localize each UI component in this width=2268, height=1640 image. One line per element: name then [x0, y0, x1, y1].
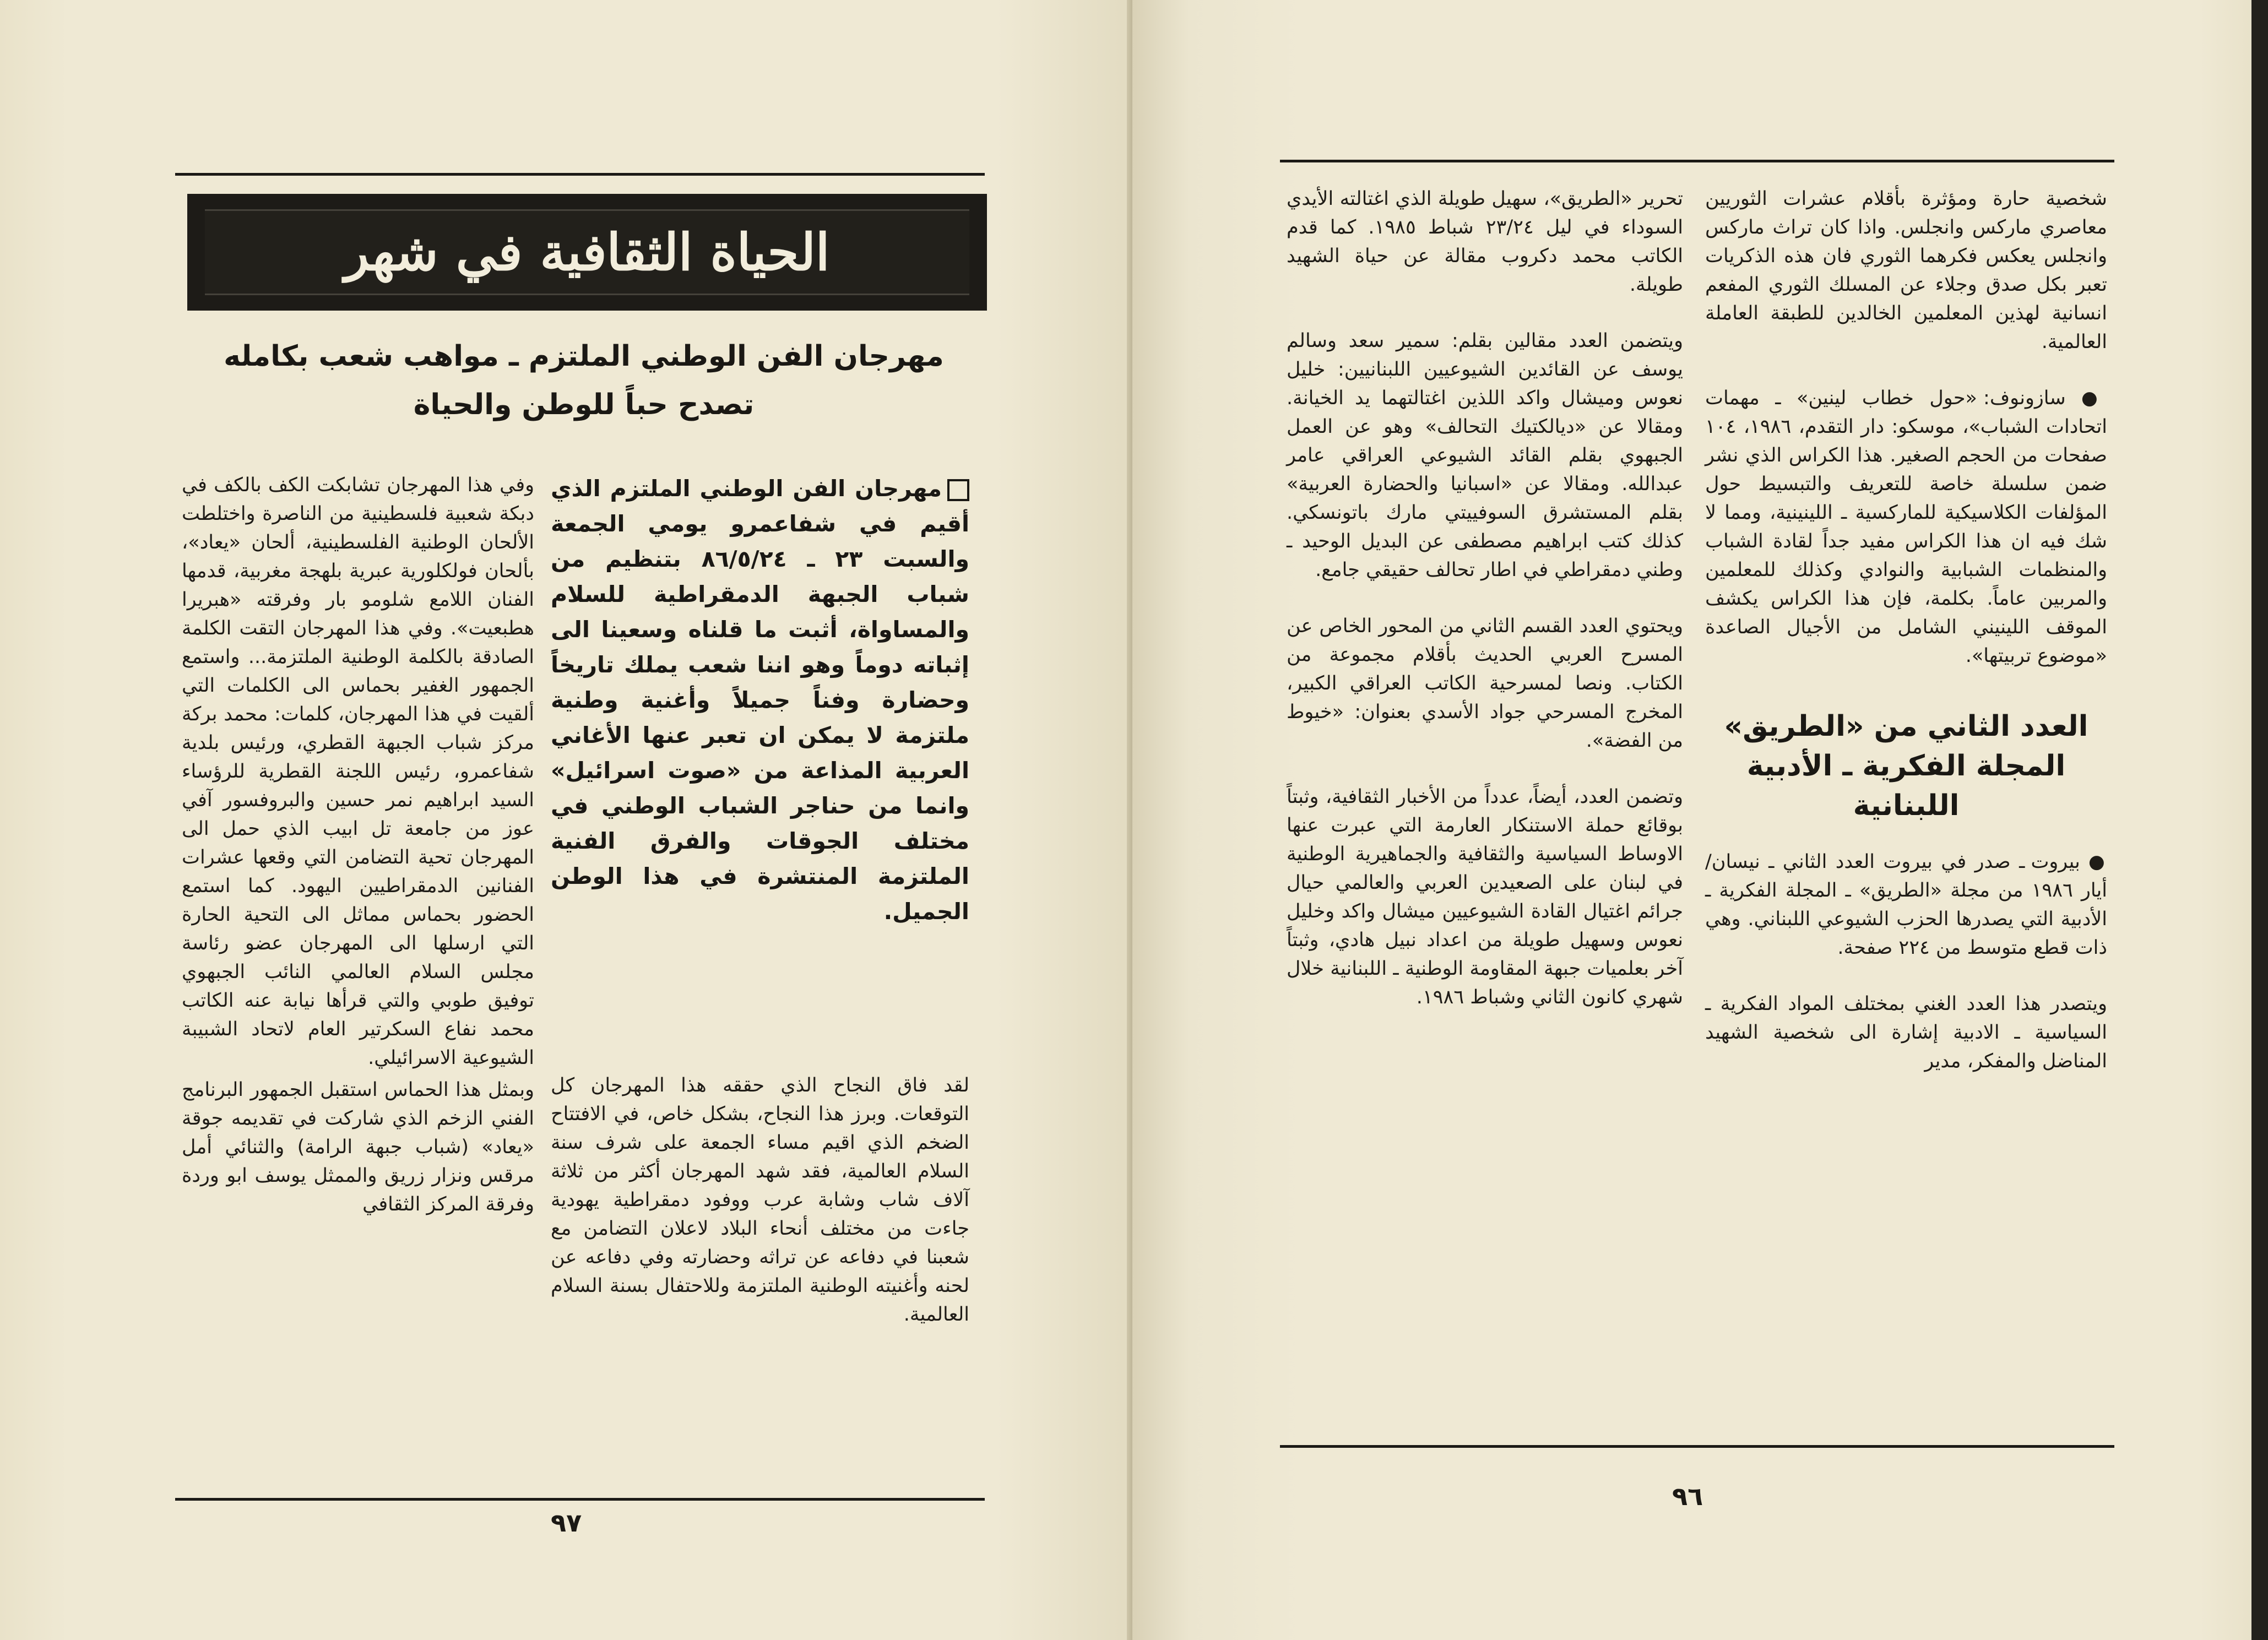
article-column-center [551, 1071, 969, 1332]
article-headline-line1: مهرجان الفن الوطني الملتزم ـ مواهب شعب بكامله [224, 340, 944, 373]
bottom-rule [1280, 1445, 2114, 1448]
review-paragraph: ● سازونوف: «حول خطاب لينين» ـ مهمات اتحادات الشباب»، موسكو: دار التقدم، ١٩٨٦، ١٠٤ صفحات من الحجم الصغير. هذا الكراس الذي نشر ضمن سلسلة خاصة للتعريف والتبسيط حول المؤلفات الكلاسيكية للماركسية ـ اللينينية، ومما لا شك فيه ان هذا الكراس مفيد جداً لقادة الشباب والمنظمات الشبابية والنوادي وكذلك للمعلمين والمربين عاماً. بكلمة، فإن هذا الكراس يكشف الموقف اللينيني الشامل من الأجيال الصاعدة «موضوع تربيتها». [1705, 387, 2107, 667]
article-column-left [182, 471, 534, 1222]
bottom-rule [175, 1498, 985, 1501]
paragraph: تحرير «الطريق»، سهيل طويلة الذي اغتالته الأيدي السوداء في ليل ٢٣/٢٤ شباط ١٩٨٥. كما قدم الكاتب محمد دكروب مقالة عن حياة الشهيد طويلة. [1287, 188, 1683, 296]
article-column-right [1705, 184, 2107, 1079]
paragraph: وفي هذا المهرجان تشابكت الكف بالكف في دبكة شعبية فلسطينية من الناصرة واختلطت الألحان الوطنية الفلسطينية، ألحان «يعاد»، بألحان فولكلورية عبرية بلهجة مغربية، قدمها الفنان اللامع شلومو بار وفرقته «هبريرا هطبعيت». وفي هذا المهرجان التقت الكلمة الصادقة بالكلمة الوطنية الملتزمة... واستمع الجمهور الغفير بحماس الى الكلمات التي ألقيت في هذا المهرجان، كلمات: محمد بركة مركز شباب الجبهة القطري، ورئيس بلدية شفاعمرو، رئيس اللجنة القطرية للرؤساء السيد ابراهيم نمر حسين والبروفسور آفي عوز من جامعة تل ابيب الذي حمل الى المهرجان تحية التضامن التي وقعها عشرات الفنانين الدمقراطيين اليهود. كما استمع الحضور بحماس مماثل الى التحية الحارة التي ارسلها الى المهرجان عضو رئاسة مجلس السلام العالمي النائب الجبهوي توفيق طوبي والتي قرأها نيابة عنه الكاتب محمد نفاع السكرتير العام لاتحاد الشبيبة الشيوعية الاسرائيلي. [182, 474, 534, 1069]
paragraph: شخصية حارة ومؤثرة بأقلام عشرات الثوريين معاصري ماركس وانجلس. واذا كان تراث ماركس وانجلس يعكس فكرهما الثوري فان هذه الذكريات تعبر بكل صدق وجلاء عن المسلك الثوري المفعم انسانية لهذين المعلمين الخالدين للطبقة العاملة العالمية. [1705, 188, 2107, 353]
right-page [1132, 0, 2268, 1640]
section-banner [187, 194, 987, 311]
top-rule [175, 173, 985, 176]
bullet-dot-icon: ● [2065, 387, 2107, 409]
paragraph: وتضمن العدد، أيضاً، عدداً من الأخبار الثقافية، وثبتاً بوقائع حملة الاستنكار العارمة التي عبرت عنها الاوساط السياسية والثقافية والجماهيرية الوطنية في لبنان على الصعيدين العربي والعالمي حيال جرائم اغتيال القادة الشيوعيين ميشال واكد وخليل نعوس وسهيل طويلة من اعداد نبيل هادي، وثبتاً آخر بعلميات جبهة المقاومة الوطنية ـ اللبنانية خلال شهري كانون الثاني وشباط ١٩٨٦. [1287, 786, 1683, 1008]
banner-title: الحياة الثقافية في شهر [344, 222, 830, 282]
paragraph: ويحتوي العدد القسم الثاني من المحور الخاص عن المسرح العربي الحديث بأقلام مجموعة من الكتاب. ونصا لمسرحية الكاتب العراقي الكبير، المخرج المسرحي جواد الأسدي بعنوان: «خيوط من الفضة». [1287, 615, 1683, 752]
square-bullet-icon [947, 479, 969, 501]
article-intro: مهرجان الفن الوطني الملتزم الذي أقيم في شفاعمرو يومي الجمعة والسبت ٢٣ ـ ٨٦/٥/٢٤ بتنظيم من شباب الجبهة الدمقراطية للسلام والمساواة، أثبت ما قلناه وسعينا الى إثباته دوماً وهو اننا شعب يملك تاريخاً وحضارة وفناً جميلاً وأغنية وطنية ملتزمة لا يمكن ان تعبر عنها الأغاني العربية المذاعة من «صوت اسرائيل» وانما من حناجر الشباب الوطني في مختلف الجوقات والفرق الفنية الملتزمة المنتشرة في هذا الوطن الجميل. [551, 475, 969, 925]
article-headline-line2: تصدح حباً للوطن والحياة [413, 388, 755, 421]
left-page [0, 0, 1132, 1640]
paragraph: ويتصدر هذا العدد الغني بمختلف المواد الفكرية ـ السياسية ـ الادبية إشارة الى شخصية الشهيد المناضل والمفكر، مدير [1705, 993, 2107, 1072]
paragraph: وبمثل هذا الحماس استقبل الجمهور البرنامج الفني الزخم الذي شاركت في تقديمه جوقة «يعاد» (شباب جبهة الرامة) والثنائي أمل مرقس ونزار زريق والممثل يوسف ابو وردة وفرقة المركز الثقافي [182, 1079, 534, 1215]
bullet-dot-icon: ● [2080, 851, 2108, 873]
paragraph: ● بيروت ـ صدر في بيروت العدد الثاني ـ نيسان/ أيار ١٩٨٦ من مجلة «الطريق» ـ المجلة الفكرية ـ الأدبية التي يصدرها الحزب الشيوعي اللبناني. وهي ذات قطع متوسط من ٢٢٤ صفحة. [1705, 851, 2108, 959]
top-rule [1280, 160, 2114, 162]
paragraph: ويتضمن العدد مقالين بقلم: سمير سعد وسالم يوسف عن القائدين الشيوعيين اللبنانيين: خليل نعوس وميشال واكد اللذين اغتالتهما يد الخيانة. ومقالا عن «ديالكتيك التحالف» وهو عن العمل الجبهوي بقلم القائد الشيوعي العراقي عامر عبدالله. ومقالا عن «اسبانيا والحضارة العربية» بقلم المستشرق السوفييتي مارك باتونسكي. كذلك كتب ابراهيم مصطفى عن البديل الوحيد ـ وطني دمقراطي في اطار تحالف حقيقي جامع. [1287, 330, 1683, 581]
page-number: ٩٦ [1672, 1481, 1703, 1511]
subheadline: العدد الثاني من «الطريق» المجلة الفكرية ـ الأدبية اللبنانية [1724, 710, 2088, 822]
paragraph: لقد فاق النجاح الذي حققه هذا المهرجان كل التوقعات. وبرز هذا النجاح، بشكل خاص، في الافتتاح الضخم الذي اقيم مساء الجمعة على شرف سنة السلام العالمية، فقد شهد المهرجان أكثر من ثلاثة آلاف شاب وشابة عرب ووفود دمقراطية يهودية جاءت من مختلف أنحاء البلاد لاعلان التضامن مع شعبنا في دفاعه عن تراثه وحضارته وفي دفاعه عن لحنه وأغنيته الوطنية الملتزمة وللاحتفال بسنة السلام العالمية. [551, 1074, 969, 1326]
page-number: ٩٧ [551, 1508, 582, 1538]
scan-edge [2251, 0, 2268, 1640]
article-column-left [1287, 184, 1683, 1015]
